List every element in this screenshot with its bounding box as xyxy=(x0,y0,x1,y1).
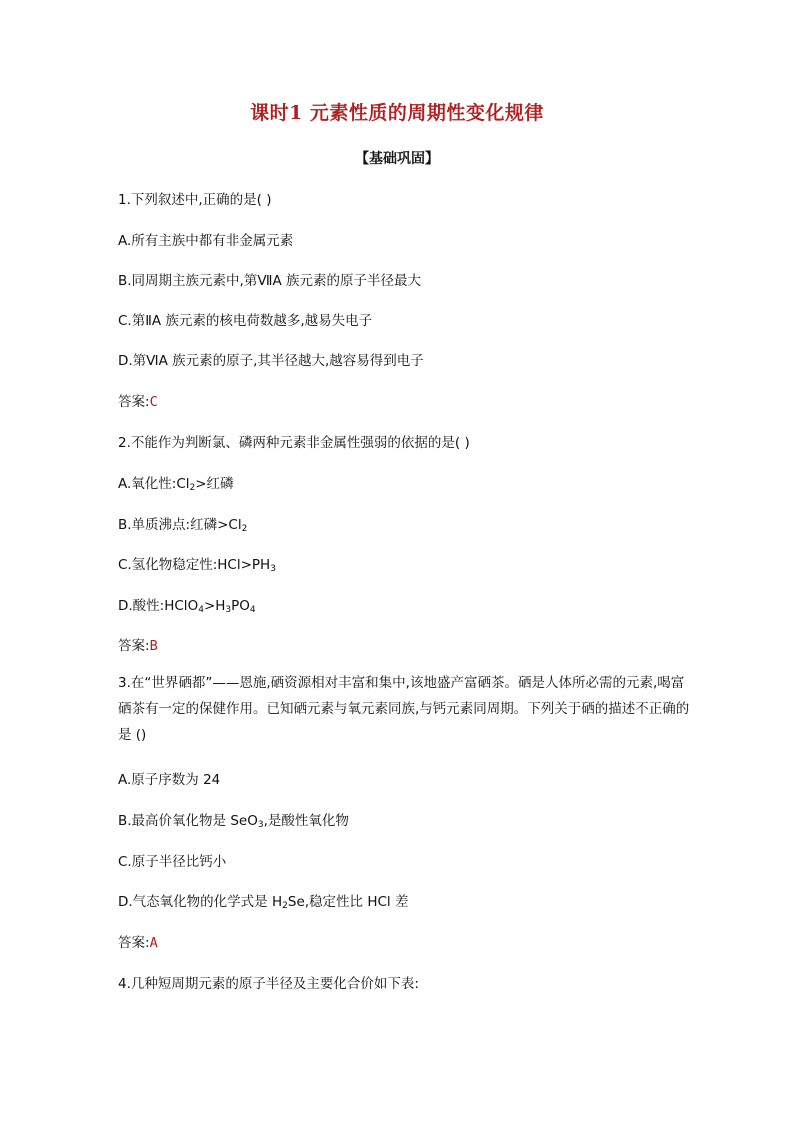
text: A.氧化性:Cl xyxy=(118,476,190,492)
question-1-answer xyxy=(118,390,158,410)
text: B.最高价氧化物是 SeO xyxy=(118,813,258,829)
question-3-stem: 3.在“世界硒都”——恩施,硒资源相对丰富和集中,该地盛产富硒茶。硒是人体所必需的元素,喝富硒茶有一定的保健作用。已知硒元素与氧元素同族,与钙元素同周期。下列关于硒的描述不正确的是 () xyxy=(118,675,690,743)
page-title: 课时1 元素性质的周期性变化规律 xyxy=(250,102,544,124)
question-3-answer xyxy=(118,931,158,951)
answer-value: A xyxy=(149,935,158,951)
answer-label: 答案: xyxy=(118,394,150,410)
text: D.酸性:HClO xyxy=(118,598,199,614)
subscript: 2 xyxy=(189,483,196,493)
subscript: 2 xyxy=(282,901,288,911)
text: PO xyxy=(231,598,250,614)
text: D.气态氧化物的化学式是 H xyxy=(118,894,283,910)
text: >H xyxy=(203,598,226,614)
subscript: 2 xyxy=(241,524,248,534)
question-3-option-a: A.原子序数为 24 xyxy=(118,772,221,788)
text: C.氢化物稳定性:HCl>PH xyxy=(118,557,271,573)
text: B.单质沸点:红磷>Cl xyxy=(118,517,242,533)
question-1-option-a: A.所有主族中都有非金属元素 xyxy=(118,233,294,249)
question-2-stem: 2.不能作为判断氯、磷两种元素非金属性强弱的依据的是( ) xyxy=(118,435,470,451)
text: ,是酸性氧化物 xyxy=(263,813,349,829)
answer-value: B xyxy=(149,638,158,654)
question-1-stem: 1.下列叙述中,正确的是( ) xyxy=(118,192,272,208)
question-4-stem: 4.几种短周期元素的原子半径及主要化合价如下表: xyxy=(118,976,419,992)
text: Se,稳定性比 HCl 差 xyxy=(287,894,409,910)
subscript: 4 xyxy=(249,605,256,615)
answer-label: 答案: xyxy=(118,935,150,951)
subscript: 3 xyxy=(225,605,232,615)
subscript: 3 xyxy=(270,564,276,574)
question-2-option-b xyxy=(118,513,247,534)
question-3-option-b xyxy=(118,809,349,830)
answer-value: C xyxy=(149,394,158,410)
question-1-option-b: B.同周期主族元素中,第ⅦA 族元素的原子半径最大 xyxy=(118,273,421,289)
question-3-option-c: C.原子半径比钙小 xyxy=(118,854,227,870)
question-2-option-d xyxy=(118,594,256,615)
question-2-option-c xyxy=(118,553,276,574)
text: >红磷 xyxy=(195,476,234,492)
question-3-option-d xyxy=(118,890,408,911)
answer-label: 答案: xyxy=(118,638,150,654)
question-1-option-c: C.第ⅡA 族元素的核电荷数越多,越易失电子 xyxy=(118,313,373,329)
question-1-option-d: D.第ⅥA 族元素的原子,其半径越大,越容易得到电子 xyxy=(118,353,424,369)
subscript: 4 xyxy=(198,605,204,615)
section-heading: 【基础巩固】 xyxy=(355,151,439,167)
subscript: 3 xyxy=(257,820,264,830)
question-2-answer xyxy=(118,634,158,654)
question-2-option-a xyxy=(118,472,234,493)
